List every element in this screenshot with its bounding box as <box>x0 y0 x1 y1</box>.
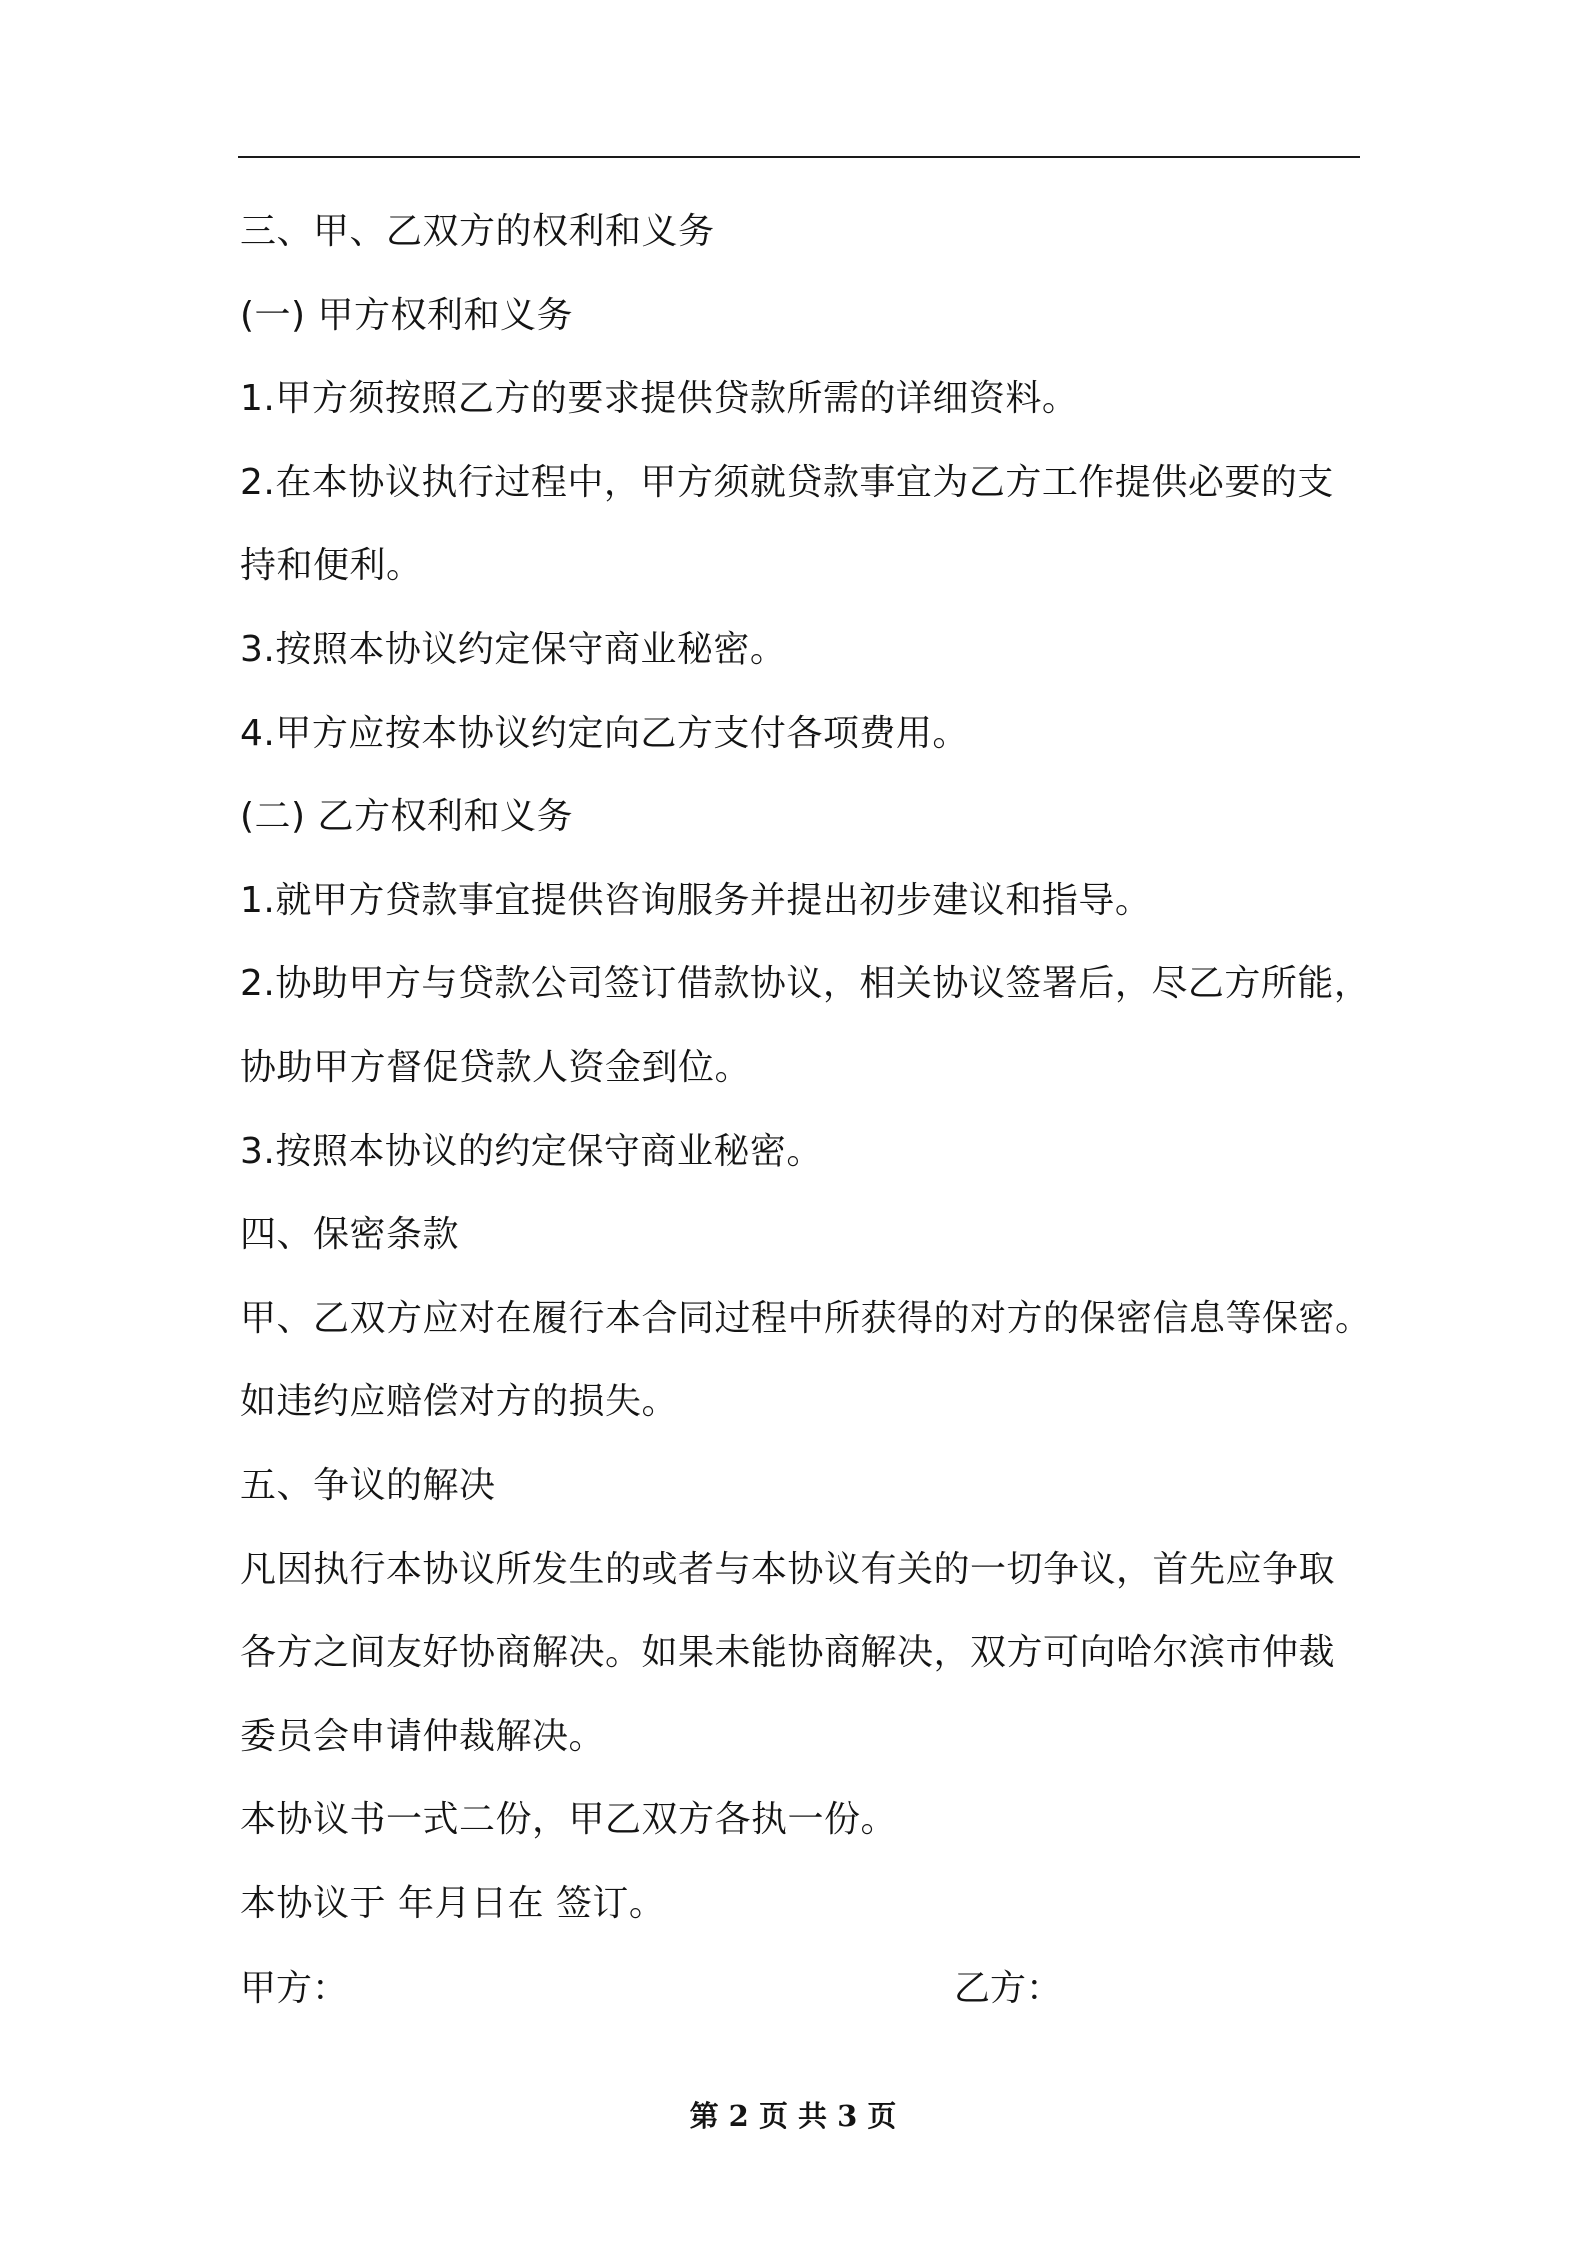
paragraph-line: 3.按照本协议约定保守商业秘密。 <box>240 628 787 670</box>
paragraph-line: 委员会申请仲裁解决。 <box>240 1715 606 1757</box>
section-heading-confidentiality: 四、保密条款 <box>240 1214 460 1256</box>
section-heading-rights: 三、甲、乙双方的权利和义务 <box>240 211 715 252</box>
paragraph-line: 协助甲方督促贷款人资金到位。 <box>240 1046 752 1088</box>
paragraph-line: 2.协助甲方与贷款公司签订借款协议，相关协议签署后，尽乙方所能， <box>240 963 1371 1005</box>
subheading-party-b: (二) 乙方权利和义务 <box>240 796 574 838</box>
document-body <box>240 190 1380 1945</box>
paragraph-line: 1.就甲方贷款事宜提供咨询服务并提出初步建议和指导。 <box>240 879 1152 921</box>
party-a-signature-label: 甲方： <box>240 1968 349 2009</box>
signature-row <box>240 1947 1380 2031</box>
paragraph-line: 2.在本协议执行过程中，甲方须就贷款事宜为乙方工作提供必要的支 <box>240 461 1334 503</box>
paragraph-line: 本协议书一式二份，甲乙双方各执一份。 <box>240 1799 898 1841</box>
paragraph-line: 本协议于 年月日在 签订。 <box>240 1882 666 1924</box>
paragraph-line: 1.甲方须按照乙方的要求提供贷款所需的详细资料。 <box>240 378 1079 420</box>
party-b-signature-label: 乙方： <box>954 1968 1063 2009</box>
subheading-party-a: (一) 甲方权利和义务 <box>240 294 574 336</box>
paragraph-line: 持和便利。 <box>240 545 423 587</box>
paragraph-line: 甲、乙双方应对在履行本合同过程中所获得的对方的保密信息等保密。 <box>240 1297 1372 1339</box>
paragraph-line: 凡因执行本协议所发生的或者与本协议有关的一切争议，首先应争取 <box>240 1548 1336 1590</box>
header-rule <box>238 156 1360 158</box>
paragraph-line: 各方之间友好协商解决。如果未能协商解决，双方可向哈尔滨市仲裁 <box>240 1632 1336 1674</box>
paragraph-line: 4.甲方应按本协议约定向乙方支付各项费用。 <box>240 712 969 754</box>
section-heading-disputes: 五、争议的解决 <box>240 1464 496 1506</box>
page-number-footer: 第 2 页 共 3 页 <box>689 2099 897 2133</box>
paragraph-line: 3.按照本协议的约定保守商业秘密。 <box>240 1130 823 1172</box>
paragraph-line: 如违约应赔偿对方的损失。 <box>240 1381 679 1423</box>
